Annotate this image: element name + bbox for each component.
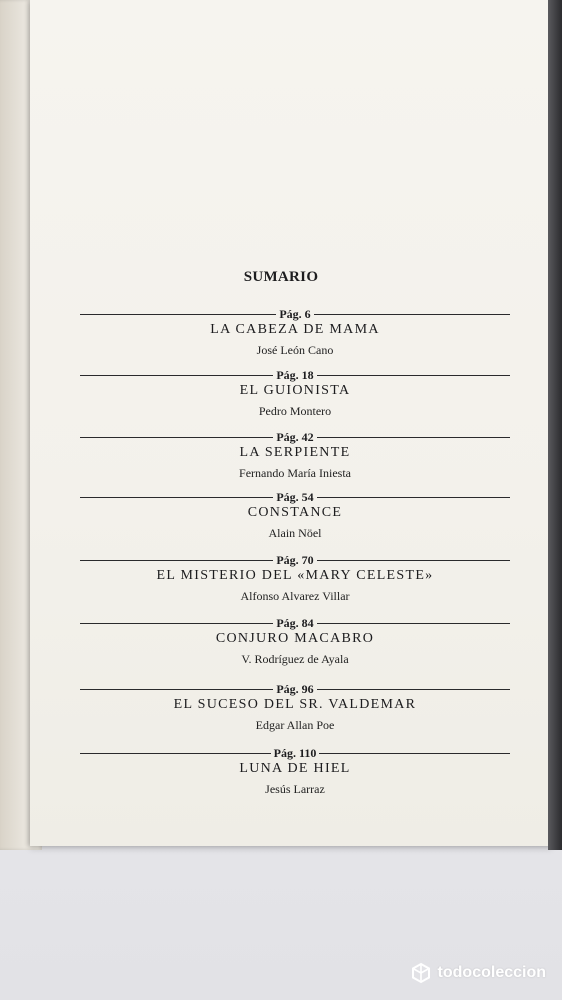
watermark (410, 962, 546, 984)
story-title: LA SERPIENTE (239, 445, 351, 460)
rule-left (80, 314, 276, 315)
rule-right (317, 437, 510, 438)
toc-entry (80, 551, 510, 611)
page-number: Pág. 96 (276, 681, 314, 696)
story-author: V. Rodríguez de Ayala (241, 652, 349, 666)
story-author: Alain Nöel (268, 526, 322, 540)
story-author: José León Cano (256, 343, 334, 357)
rule-right (317, 375, 510, 376)
story-author: Fernando María Iniesta (239, 466, 351, 480)
toc-title: SUMARIO (243, 269, 319, 285)
story-author: Alfonso Alvarez Villar (240, 589, 350, 603)
toc-entry (80, 305, 510, 365)
story-author: Edgar Allan Poe (255, 718, 335, 732)
story-title: CONJURO MACABRO (215, 631, 375, 646)
story-author: Pedro Montero (258, 404, 332, 418)
rule-right (317, 689, 510, 690)
toc-entry (80, 614, 510, 674)
rule-right (317, 560, 510, 561)
story-title: EL MISTERIO DEL «MARY CELESTE» (156, 568, 434, 583)
rule-right (317, 497, 510, 498)
rule-right (317, 623, 510, 624)
page-number-row (80, 428, 510, 446)
toc-entry (80, 428, 510, 488)
watermark-text: todocoleccion (437, 964, 546, 981)
story-author: Jesús Larraz (265, 782, 325, 796)
page-number: Pág. 42 (276, 429, 314, 444)
toc-entry (80, 488, 510, 548)
page-number-row (80, 551, 510, 569)
page-number: Pág. 18 (276, 367, 314, 382)
story-title: EL SUCESO DEL SR. VALDEMAR (173, 697, 417, 712)
page-number: Pág. 6 (279, 306, 311, 321)
todocoleccion-logo-icon (410, 962, 432, 984)
rule-left (80, 497, 273, 498)
rule-left (80, 437, 273, 438)
page-number-row (80, 366, 510, 384)
page-number: Pág. 110 (273, 745, 317, 760)
page-number: Pág. 84 (276, 615, 314, 630)
rule-left (80, 375, 273, 376)
page-number-row (80, 488, 510, 506)
story-title: LUNA DE HIEL (239, 761, 351, 776)
toc-entry (80, 744, 510, 804)
page-number: Pág. 54 (276, 489, 314, 504)
toc-entry (80, 680, 510, 740)
page-number-row (80, 305, 510, 323)
page-number-row (80, 744, 510, 762)
rule-left (80, 689, 273, 690)
rule-right (314, 314, 510, 315)
page-number: Pág. 70 (276, 552, 314, 567)
page-number-row (80, 614, 510, 632)
rule-right (319, 753, 510, 754)
story-title: EL GUIONISTA (239, 383, 351, 398)
toc-entry (80, 366, 510, 426)
rule-left (80, 753, 271, 754)
story-title: CONSTANCE (247, 505, 343, 520)
page-number-row (80, 680, 510, 698)
rule-left (80, 623, 273, 624)
rule-left (80, 560, 273, 561)
book-cover-edge (548, 0, 562, 850)
story-title: LA CABEZA DE MAMA (210, 322, 380, 337)
